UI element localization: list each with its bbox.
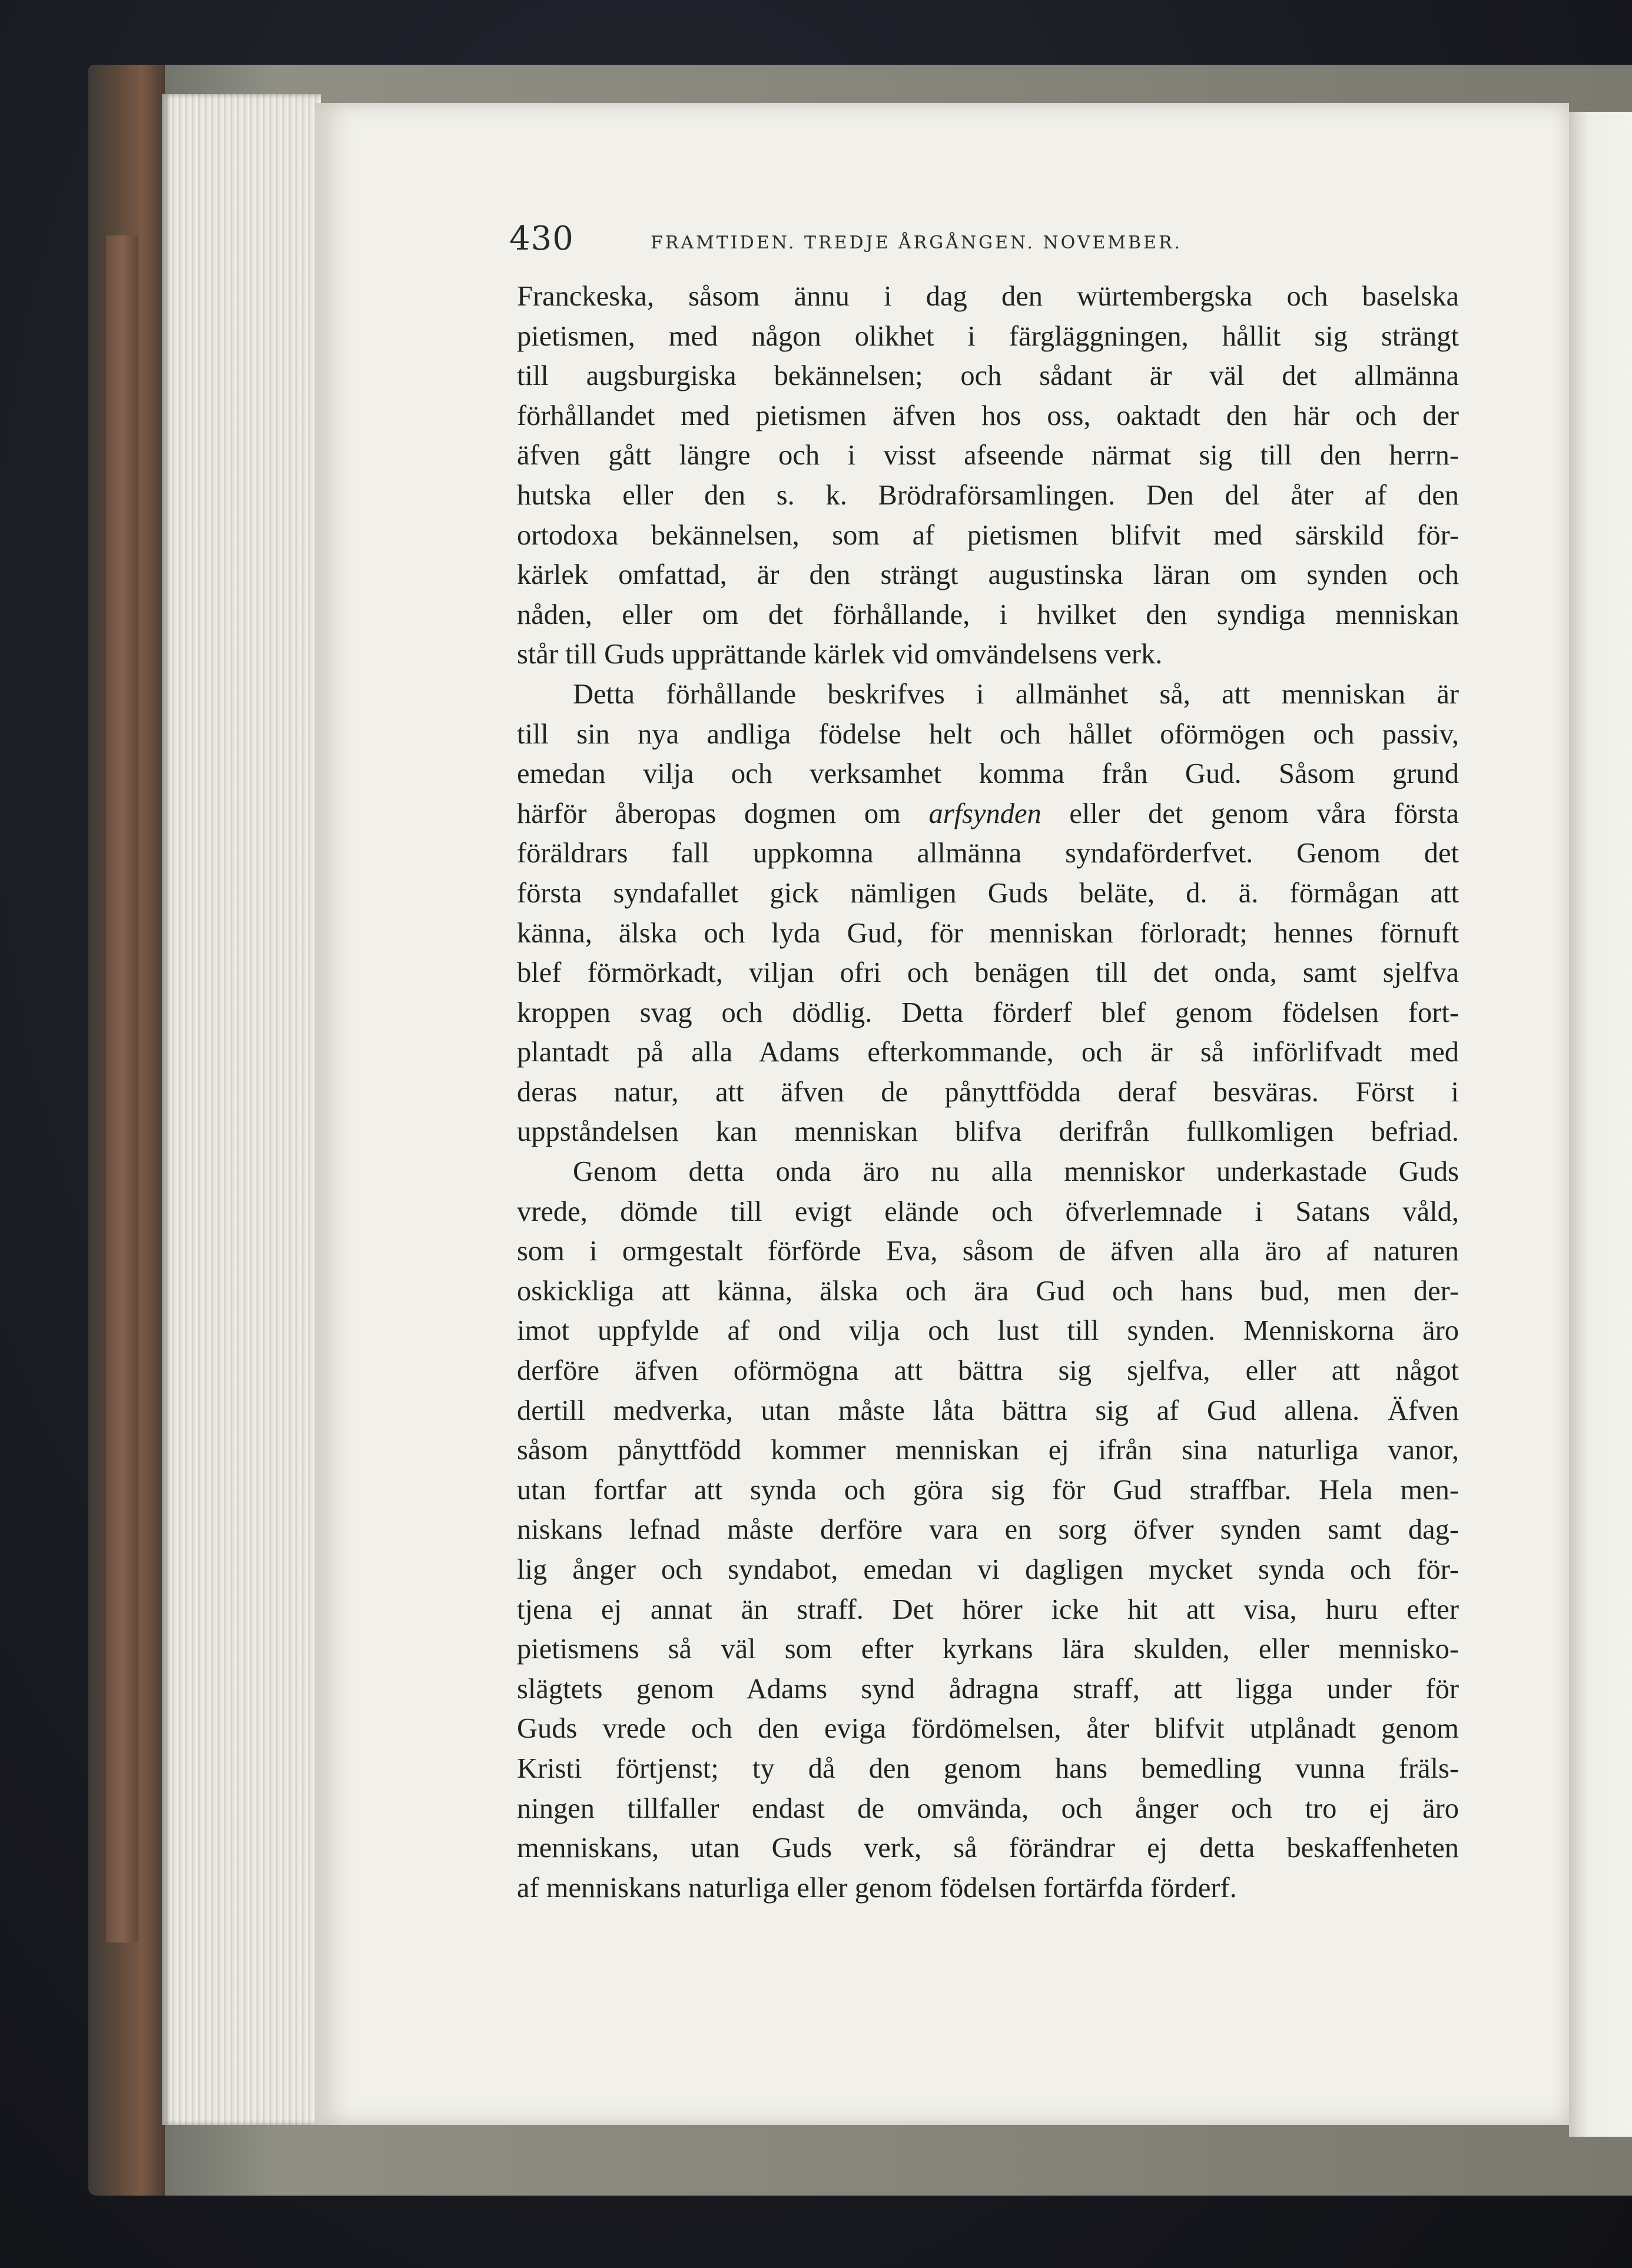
text-line: härför åberopas dogmen om arfsynden eller det genom våra första — [517, 798, 1459, 829]
text-line: vrede, dömde till evigt elände och öfverlemnade i Satans våld, — [517, 1196, 1459, 1227]
text-line: Kristi förtjenst; ty då den genom hans bemedling vunna fräls- — [517, 1752, 1459, 1784]
text-line: uppståndelsen kan menniskan blifva derifrån fullkomligen befriad. — [517, 1116, 1459, 1148]
text-line: såsom pånyttfödd kommer menniskan ej ifrån sina naturliga vanor, — [517, 1434, 1459, 1466]
text-line: till sin nya andliga födelse helt och hållet oförmögen och passiv, — [517, 718, 1459, 750]
facing-page-edge — [1569, 112, 1632, 2137]
page-number: 430 — [509, 220, 574, 258]
text-line: af menniskans naturliga eller genom födelsen fortärfda förderf. — [517, 1872, 1237, 1904]
text-line: imot uppfylde af ond vilja och lust till synden. Menniskorna äro — [517, 1315, 1459, 1347]
text-line: blef förmörkadt, viljan ofri och benägen till det onda, samt sjelfva — [517, 957, 1459, 989]
text-line: Franckeska, såsom ännu i dag den würtembergska och baselska — [517, 281, 1459, 312]
text-line: hutska eller den s. k. Brödraförsamlingen. Den del åter af den — [517, 479, 1459, 511]
text-line: kärlek omfattad, är den strängt augustinska läran om synden och — [517, 559, 1459, 591]
text-line: Guds vrede och den eviga fördömelsen, åter blifvit utplånadt genom — [517, 1713, 1459, 1745]
text-line: ortodoxa bekännelsen, som af pietismen blifvit med särskild för- — [517, 519, 1459, 551]
text-line: pietismens så väl som efter kyrkans lära skulden, eller mennisko- — [517, 1633, 1459, 1665]
text-line: Detta förhållande beskrifves i allmänhet så, att menniskan är — [573, 678, 1459, 710]
text-line: känna, älska och lyda Gud, för menniskan förloradt; hennes förnuft — [517, 917, 1459, 949]
text-line: utan fortfar att synda och göra sig för Gud straffbar. Hela men- — [517, 1474, 1459, 1506]
text-line: första syndafallet gick nämligen Guds beläte, d. ä. förmågan att — [517, 877, 1459, 909]
text-line: deras natur, att äfven de pånyttfödda deraf besväras. Först i — [517, 1076, 1459, 1108]
emphasized-word: arfsynden — [928, 798, 1041, 829]
text-line: står till Guds upprättande kärlek vid omvändelsens verk. — [517, 639, 1163, 670]
text-line: menniskans, utan Guds verk, så förändrar ej detta beskaffenheten — [517, 1832, 1459, 1864]
text-line: nåden, eller om det förhållande, i hvilket den syndiga menniskan — [517, 599, 1459, 630]
text-line: förhållandet med pietismen äfven hos oss, oaktadt den här och der — [517, 400, 1459, 431]
text-line: niskans lefnad måste derföre vara en sorg öfver synden samt dag- — [517, 1514, 1459, 1546]
text-line: derföre äfven oförmögna att bättra sig sjelfva, eller att något — [517, 1355, 1459, 1387]
text-line: pietismen, med någon olikhet i färgläggningen, hållit sig strängt — [517, 320, 1459, 352]
text-line: som i ormgestalt förförde Eva, såsom de äfven alla äro af naturen — [517, 1236, 1459, 1267]
text-line: slägtets genom Adams synd ådragna straff, att ligga under för — [517, 1673, 1459, 1705]
text-line: kroppen svag och dödlig. Detta förderf blef genom födelsen fort- — [517, 997, 1459, 1028]
text-line: plantadt på alla Adams efterkommande, och är så införlifvadt med — [517, 1037, 1459, 1068]
cover-leather-strip — [106, 235, 138, 1942]
text-line: dertill medverka, utan måste låta bättra sig af Gud allena. Äfven — [517, 1394, 1459, 1426]
text-line: Genom detta onda äro nu alla menniskor underkastade Guds — [573, 1156, 1459, 1188]
text-line: oskickliga att känna, älska och ära Gud och hans bud, men der- — [517, 1275, 1459, 1307]
text-line: föräldrars fall uppkomna allmänna syndaförderfvet. Genom det — [517, 838, 1459, 869]
text-line: lig ånger och syndabot, emedan vi dagligen mycket synda och för- — [517, 1554, 1459, 1585]
text-line: tjena ej annat än straff. Det hörer icke hit att visa, huru efter — [517, 1593, 1459, 1625]
page-header — [509, 215, 1466, 268]
text-line: till augsburgiska bekännelsen; och sådant är väl det allmänna — [517, 360, 1459, 392]
running-head: FRAMTIDEN. TREDJE ÅRGÅNGEN. NOVEMBER. — [651, 233, 1183, 253]
page-edges — [162, 94, 321, 2125]
text-line: emedan vilja och verksamhet komma från Gud. Såsom grund — [517, 758, 1459, 790]
text-line: ningen tillfaller endast de omvända, och ånger och tro ej äro — [517, 1792, 1459, 1824]
body-text — [517, 277, 1459, 1908]
text-line: äfven gått längre och i visst afseende närmat sig till den herrn- — [517, 440, 1459, 471]
